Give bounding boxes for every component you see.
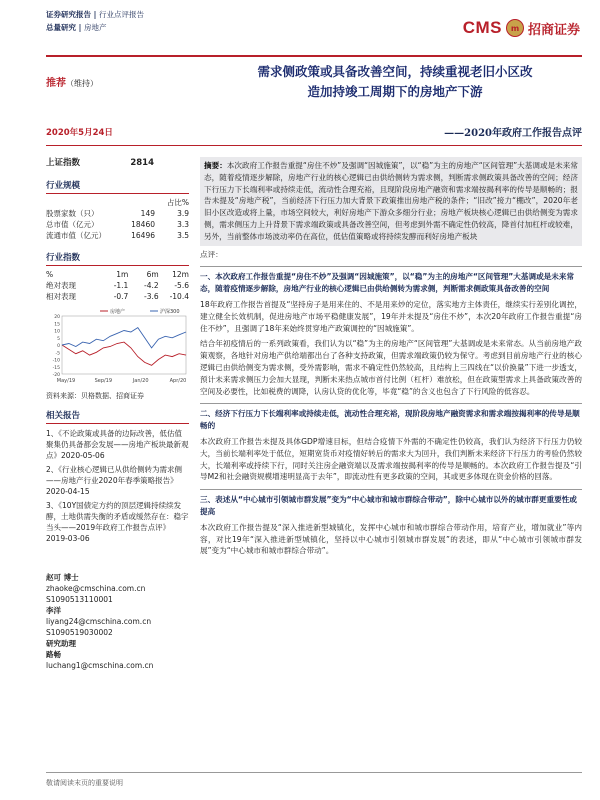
related-report-item: 2、《行业核心逻辑已从供给侧转为需求侧——房地产行业2020年春季策略报告》2020-04-15 bbox=[46, 465, 183, 496]
perf-row bbox=[46, 280, 189, 291]
y-tick-label: 10 bbox=[54, 329, 60, 335]
y-tick-label: 20 bbox=[54, 315, 60, 320]
author-email: luchang1@cmschina.com.cn bbox=[46, 661, 154, 670]
footer-note: 敬请阅读末页的重要说明 bbox=[46, 779, 123, 787]
industry-row-value: 149 bbox=[140, 209, 155, 218]
perf-header-row: % 1m 6m 12m bbox=[46, 270, 189, 279]
section-heading: 二、经济下行压力下长端利率或持续走低，流动性合理充裕，现阶段房地产融资需求和需求端按揭利率的传导是顺畅的 bbox=[200, 403, 582, 432]
perf-row-value: -3.6 bbox=[144, 292, 159, 301]
perf-row-value: -10.4 bbox=[169, 292, 189, 301]
x-tick-label: Jan/20 bbox=[132, 378, 149, 384]
perf-row-value: -1.1 bbox=[113, 281, 129, 290]
authors bbox=[46, 572, 189, 671]
report-title bbox=[205, 62, 585, 102]
rating: 推荐（维持） bbox=[46, 78, 98, 89]
y-tick-label: 5 bbox=[57, 336, 60, 342]
industry-row-value: 16496 bbox=[131, 231, 155, 240]
section-paragraph: 本次政府工作报告提及“深入推进新型城镇化，发挥中心城市和城市群综合带动作用，培育产业，增加就业”等内容，对比19年“深入推进新型城镇化，坚持以中心城市引领城市群发展”的表述，即从“中心城市引领城市群发展”变为“中心城市和城市群综合带动”。 bbox=[200, 522, 582, 556]
points-label: 点评： bbox=[200, 249, 223, 259]
section-paragraph: 18年政府工作报告首提及“坚持房子是用来住的、不是用来炒的定位，落实地方主体责任，继续实行差别化调控，建立健全长效机制，促进房地产市场平稳健康发展”，19年并未提及“房住不炒”，本次20年政府工作报告重提“房住不炒”，且强调了18年来始终贯穿地产政策调控的“因城施策”。 bbox=[200, 299, 582, 333]
perf-row bbox=[46, 291, 189, 302]
industry-row-pct: 3.5 bbox=[177, 231, 189, 240]
legend-label: 房地产 bbox=[110, 309, 126, 315]
author-name: 路畅 bbox=[46, 650, 61, 659]
author-email: zhaoke@cmschina.com.cn bbox=[46, 584, 146, 593]
header-line-2: 总量研究 | 房地产 bbox=[46, 23, 107, 32]
y-tick-label: -20 bbox=[52, 373, 60, 378]
x-tick-label: Apr/20 bbox=[169, 378, 187, 384]
industry-row bbox=[46, 208, 189, 219]
industry-row-label: 股票家数（只） bbox=[46, 209, 99, 218]
title-line-2: 造加持竣工周期下的房地产下游 bbox=[307, 84, 483, 99]
industry-row-label: 总市值（亿元） bbox=[46, 220, 99, 229]
y-tick-label: 0 bbox=[57, 344, 60, 349]
perf-row-value: -4.2 bbox=[144, 281, 159, 290]
perf-row-value: -0.7 bbox=[113, 292, 129, 301]
author-email: liyang24@cmschina.com.cn bbox=[46, 617, 152, 626]
related-report-item: 1、《不论政策或具备的边际改善，低估值聚集仍具备都会发展——房地产板块最新观点》2020-05-06 bbox=[46, 429, 189, 460]
title-line-1: 需求侧政策或具备改善空间，持续重视老旧小区改 bbox=[257, 64, 533, 79]
legend-label: 沪深300 bbox=[160, 309, 180, 315]
summary-box: 摘要：本次政府工作报告重提“房住不炒”及强调“因城施策”，以“稳”为主的房地产“区间管理”大基调或是未来常态，随着疫情逐步解除，房地产行业的核心逻辑已由供给侧转为需求侧，判断需求侧政策具备改善的空间；经济下行压力下长端利率或持续走低，流动性合理充裕，且现阶段房地产融资和需求端按揭利率的传导是顺畅的；报告未提及“房地产税”，当前经济下行压力加大背景下政策推出房地产税的条件；“旧改”接力“棚改”，2020年老旧小区改造或将上量，市场空间较大，利好房地产下游众多细分行业；房地产板块核心逻辑已由供给侧变为需求侧，需求侧压力上升背景下需求端政策或具备改善空间，但考虑到外需不确定性仍较高，降首付加杠杆或较难，另外，当前整体市场波动率仍在高位，低估值策略或将持续发酵而利好房地产板块 bbox=[200, 157, 582, 246]
section-heading: 一、本次政府工作报告重提“房住不炒”及强调“因城施策”，以“稳”为主的房地产“区间管理”大基调或是未来常态，随着疫情逐步解除，房地产行业的核心逻辑已由供给侧转为需求侧，判断需求侧政策具备改善的空间 bbox=[200, 266, 582, 295]
main-content bbox=[200, 157, 582, 561]
industry-row bbox=[46, 219, 189, 230]
industry-row-value: 18460 bbox=[131, 220, 155, 229]
author-cert-id: S1090519030002 bbox=[46, 628, 113, 637]
industry-unit-row: 占比% bbox=[166, 198, 189, 207]
related-report-item: 3、《10Y国债定方约的顶层逻辑持续续发酵，土地供需失衡的矛盾或缓然存在：稳字当头——2019年政府工作报告点评》2019-03-06 bbox=[46, 501, 189, 543]
report-category bbox=[46, 8, 144, 34]
index-row: 上证指数 2814 bbox=[46, 158, 154, 168]
chart-source: 资料来源：贝格数据、招商证券 bbox=[46, 392, 144, 400]
section-heading: 三、表述从“中心城市引领城市群发展”变为“中心城市和城市群综合带动”，除中心城市以外的城市群更重要性或提高 bbox=[200, 489, 582, 518]
logo-mark-icon: m bbox=[506, 19, 524, 37]
perf-row-label: 绝对表现 bbox=[46, 281, 76, 290]
report-date: 2020年5月24日 bbox=[46, 128, 113, 138]
author-cert-id: S1090513110001 bbox=[46, 595, 113, 604]
series-line-房地产 bbox=[62, 342, 186, 365]
industry-scale-heading: 行业规模 bbox=[46, 179, 189, 194]
price-chart bbox=[46, 306, 189, 388]
logo-name: 招商证券 bbox=[527, 22, 580, 38]
perf-row-value: -5.6 bbox=[174, 281, 189, 290]
header-divider bbox=[46, 55, 582, 57]
author-name: 赵可 博士 bbox=[46, 573, 79, 582]
industry-index-heading: 行业指数 bbox=[46, 251, 189, 266]
series-line-沪深300 bbox=[62, 328, 186, 348]
section-paragraph: 结合年初疫情后的一系列政策看，我们认为以“稳”为主的房地产“区间管理”大基调或是未来常态。从当前房地产政策观察，各地针对房地产供给端都出台了各种支持政策，但需求端政策仍较为保守。考虑到目前房地产行业的核心逻辑已由供给侧变为需求侧，受外需影响，需求不确定性仍然较高，且结构上三四线在“以价换量”下进一步透支，预计未来需求侧压力会加大显现，判断未来热点城市首付比例（杠杆）难放松，但在政策型需求上具备政策改善的空间及必要性，比如税费的调降，认房认贷的优化等，毕竟“稳”的含义也包含了下行风险的低容忍。 bbox=[200, 339, 582, 396]
sidebar bbox=[46, 158, 189, 671]
related-heading: 相关报告 bbox=[46, 409, 189, 424]
y-tick-label: -15 bbox=[52, 365, 60, 371]
y-tick-label: 15 bbox=[54, 322, 60, 328]
industry-row-pct: 3.3 bbox=[177, 220, 189, 229]
perf-row-label: 相对表现 bbox=[46, 292, 76, 301]
title-divider bbox=[46, 145, 582, 146]
logo-cms: CMS bbox=[462, 18, 502, 37]
industry-row-pct: 3.9 bbox=[177, 209, 189, 218]
industry-row-label: 流通市值（亿元） bbox=[46, 231, 106, 240]
footer-divider bbox=[46, 772, 582, 773]
section-paragraph: 本次政府工作报告未提及具体GDP增速目标，但结合疫情下外需的不确定性仍较高，我们认为经济下行压力仍较大，当前长端利率处于低位，短期宽货币对疫情好转后的需求大为回升，我们判断未来经济下行压力的考验仍然较大，长端利率或持续下行，同时关注房企融资端以及需求端按揭利率的传导是顺畅的。本次政府工作报告提及“引导M2和社会融资规模增速明显高于去年”，即流动性有更多政策的空间，其或更多体现在资金价格的回落。 bbox=[200, 436, 582, 482]
related-list bbox=[46, 428, 189, 544]
industry-row bbox=[46, 230, 189, 241]
chart-frame bbox=[62, 316, 186, 374]
report-subtitle: ——2020年政府工作报告点评 bbox=[444, 128, 582, 139]
header-line-1: 证券研究报告 | 行业点评报告 bbox=[46, 10, 144, 19]
y-tick-label: -10 bbox=[52, 358, 60, 364]
company-logo bbox=[463, 18, 580, 38]
x-tick-label: Sep/19 bbox=[94, 378, 113, 384]
y-tick-label: -5 bbox=[55, 351, 60, 357]
chart-svg bbox=[46, 306, 189, 388]
x-tick-label: May/19 bbox=[56, 378, 76, 384]
author-name: 研究助理 bbox=[46, 639, 76, 648]
author-name: 李洋 bbox=[46, 606, 61, 615]
